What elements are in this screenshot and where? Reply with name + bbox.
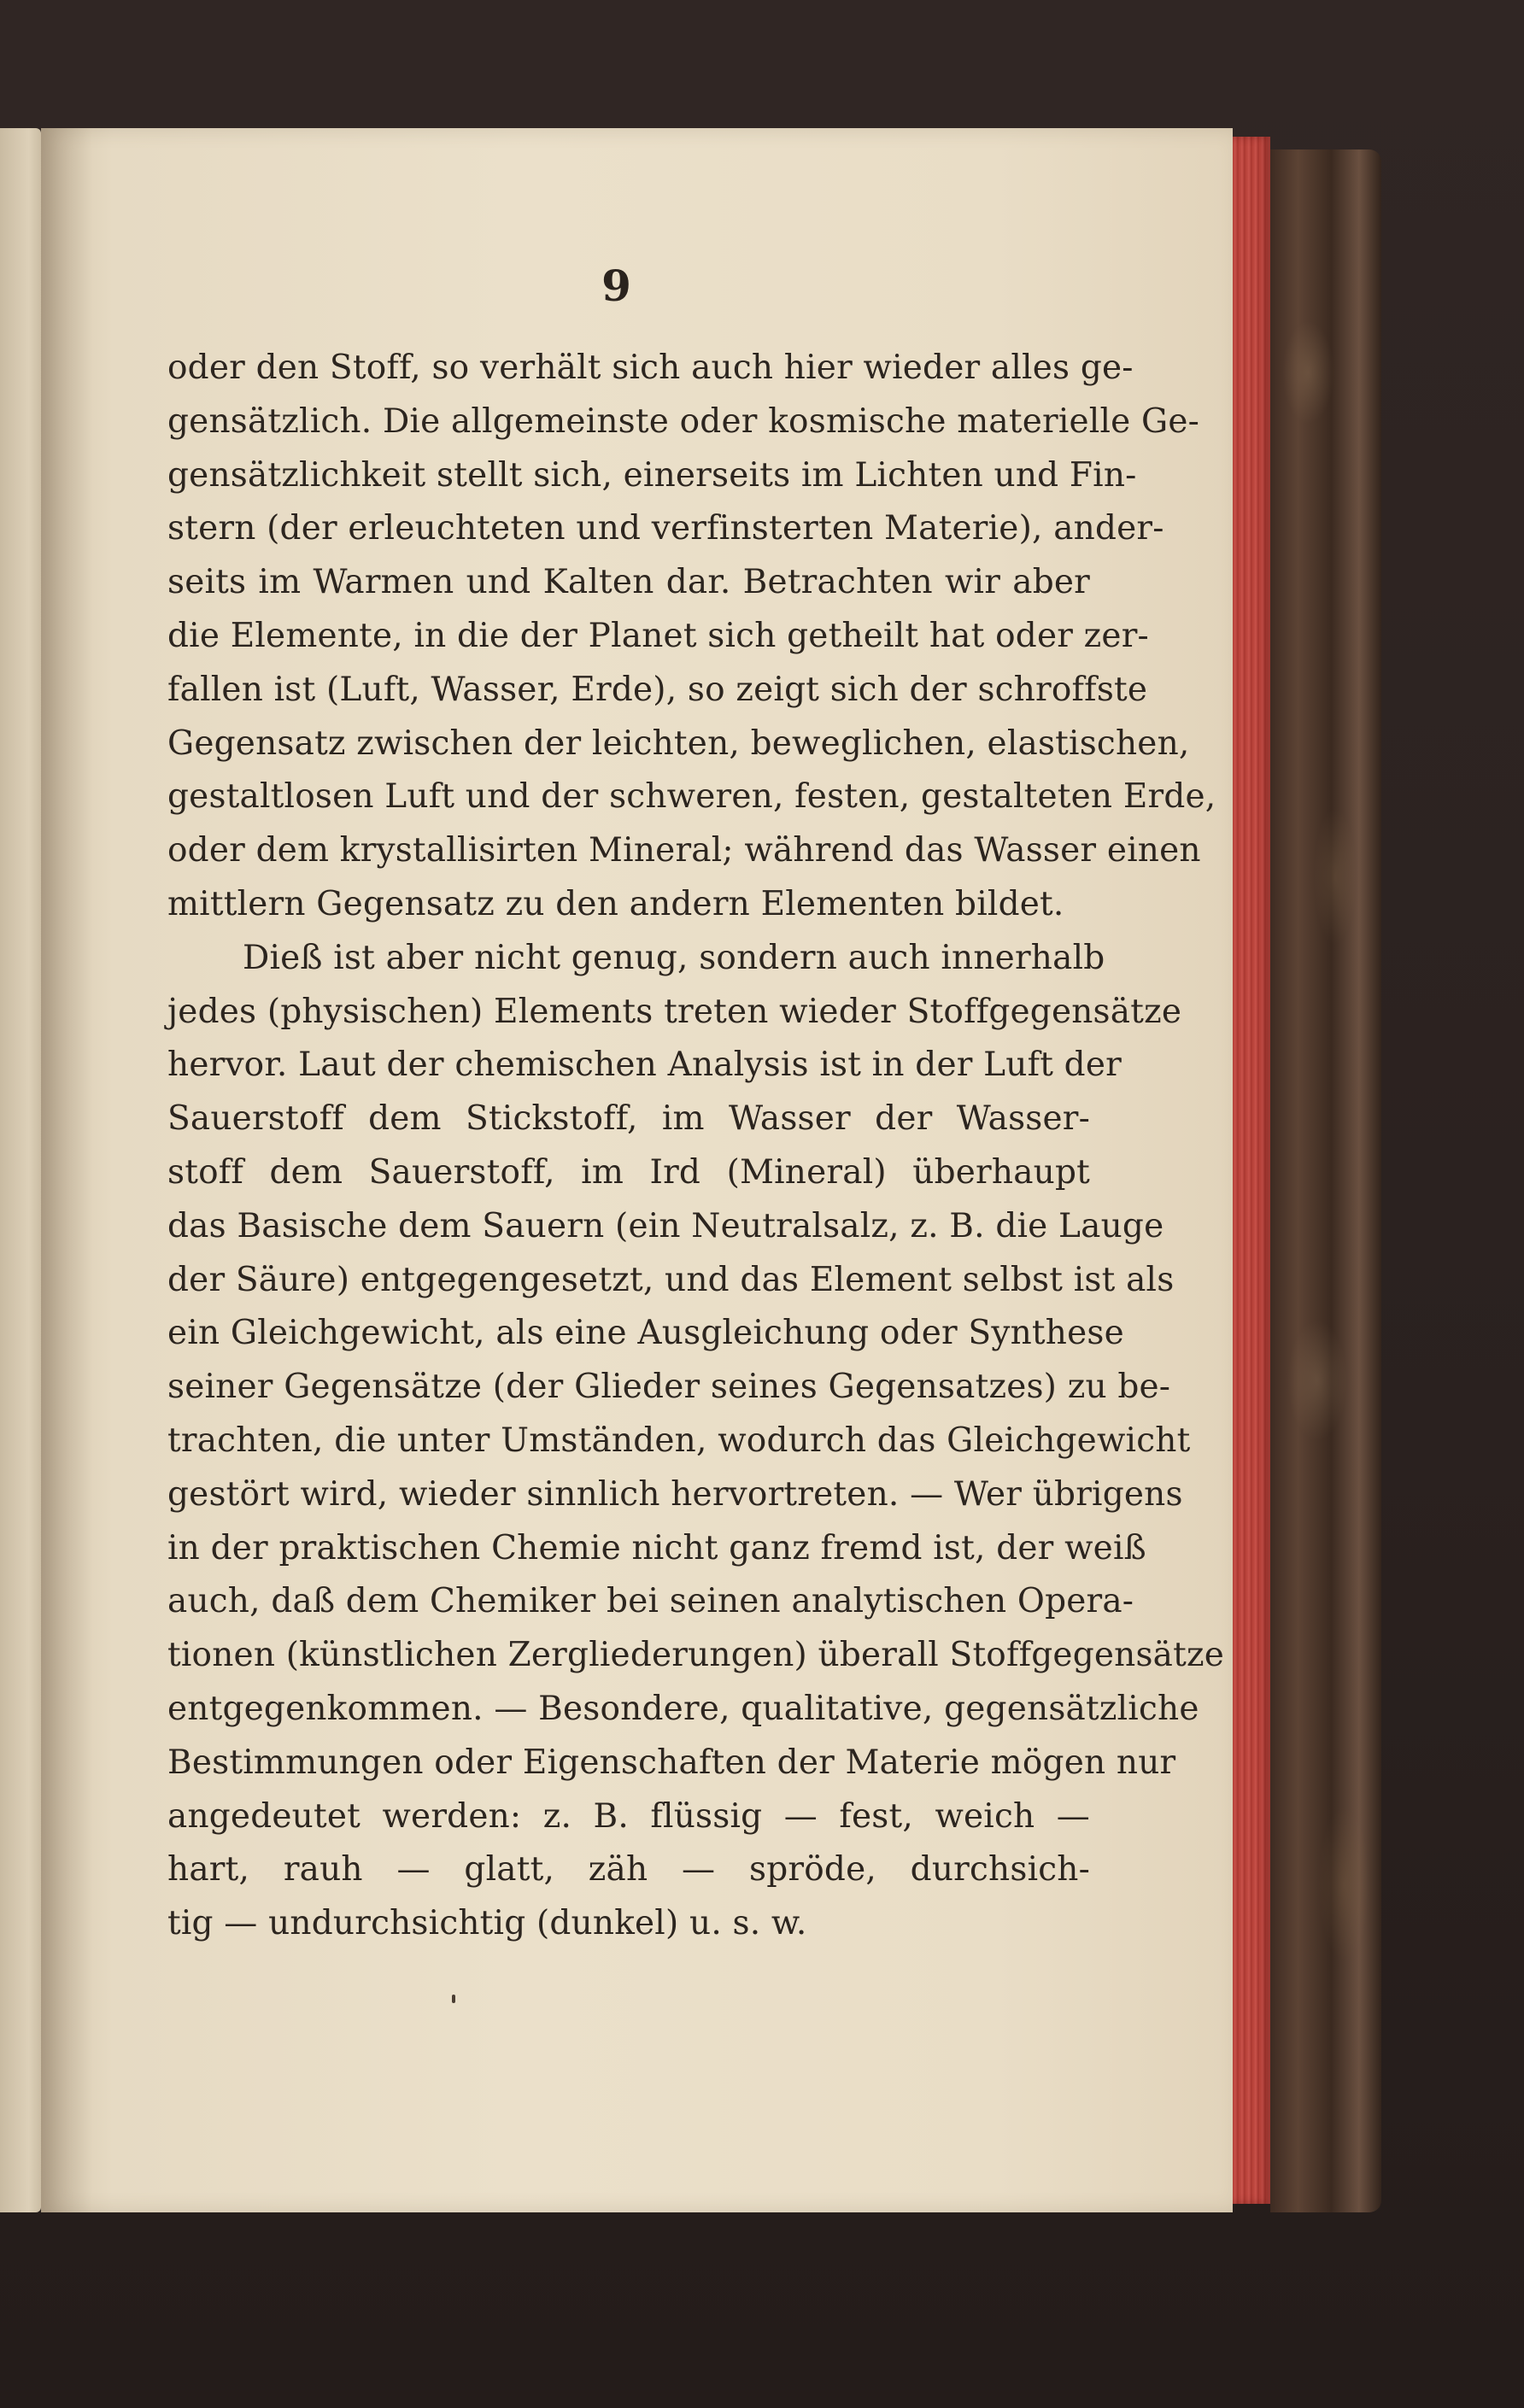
text-line: tionen (künstlichen Zergliederungen) überall Stoffgegensätze	[167, 1636, 1225, 1675]
text-line: trachten, die unter Umständen, wodurch das Gleichgewicht	[167, 1421, 1191, 1460]
text-line: die Elemente, in die der Planet sich getheilt hat oder zer-	[167, 616, 1149, 655]
text-line: gensätzlich. Die allgemeinste oder kosmische materielle Ge-	[167, 401, 1200, 441]
text-line: jedes (physischen) Elements treten wieder Stoffgegensätze	[167, 992, 1182, 1031]
text-line: hervor. Laut der chemischen Analysis ist in der Luft der	[167, 1046, 1122, 1085]
text-line: Bestimmungen oder Eigenschaften der Materie mögen nur	[167, 1743, 1176, 1782]
red-page-edges	[1233, 137, 1270, 2204]
text-line: tig — undurchsichtig (dunkel) u. s. w.	[167, 1904, 807, 1943]
text-line: Gegensatz zwischen der leichten, beweglichen, elastischen,	[167, 724, 1190, 763]
text-line: ein Gleichgewicht, als eine Ausgleichung oder Synthese	[167, 1314, 1124, 1353]
text-line: gestaltlosen Luft und der schweren, festen, gestalteten Erde,	[167, 777, 1216, 817]
text-line: angedeutet werden: z. B. flüssig — fest, weich —	[167, 1796, 1090, 1836]
body-text	[167, 342, 1225, 1951]
text-line: auch, daß dem Chemiker bei seinen analytischen Opera-	[167, 1582, 1134, 1621]
page-number: 9	[601, 261, 631, 311]
text-line: fallen ist (Luft, Wasser, Erde), so zeigt sich der schroffste	[167, 670, 1148, 709]
text-line: in der praktischen Chemie nicht ganz fremd ist, der weiß	[167, 1528, 1146, 1567]
text-line: gestört wird, wieder sinnlich hervortreten. — Wer übrigens	[167, 1474, 1183, 1514]
text-line: seits im Warmen und Kalten dar. Betrachten wir aber	[167, 563, 1090, 602]
text-line: hart, rauh — glatt, zäh — spröde, durchsich-	[167, 1850, 1090, 1889]
text-line: der Säure) entgegengesetzt, und das Element selbst ist als	[167, 1260, 1175, 1299]
text-line: mittlern Gegensatz zu den andern Elementen bildet.	[167, 884, 1064, 923]
text-line: stern (der erleuchteten und verfinsterten Materie), ander-	[167, 509, 1164, 548]
text-line: gensätzlichkeit stellt sich, einerseits im Lichten und Fin-	[167, 455, 1137, 495]
text-line: oder den Stoff, so verhält sich auch hier wieder alles ge-	[167, 349, 1134, 387]
facing-page-edge	[0, 128, 41, 2212]
text-line: stoff dem Sauerstoff, im Ird (Mineral) überhaupt	[167, 1152, 1090, 1192]
text-line: seiner Gegensätze (der Glieder seines Gegensatzes) zu be-	[167, 1368, 1171, 1407]
text-line: das Basische dem Sauern (ein Neutralsalz, z. B. die Lauge	[167, 1206, 1164, 1245]
text-line: Dieß ist aber nicht genug, sondern auch innerhalb	[243, 938, 1105, 977]
text-line: oder dem krystallisirten Mineral; während das Wasser einen	[167, 831, 1201, 870]
marbled-cover-texture	[1281, 171, 1371, 2187]
ink-speck	[452, 1995, 455, 2003]
page-gutter-shadow	[41, 128, 92, 2212]
text-line: Sauerstoff dem Stickstoff, im Wasser der Wasser-	[167, 1099, 1090, 1139]
text-line: entgegenkommen. — Besondere, qualitative, gegensätzliche	[167, 1689, 1199, 1728]
